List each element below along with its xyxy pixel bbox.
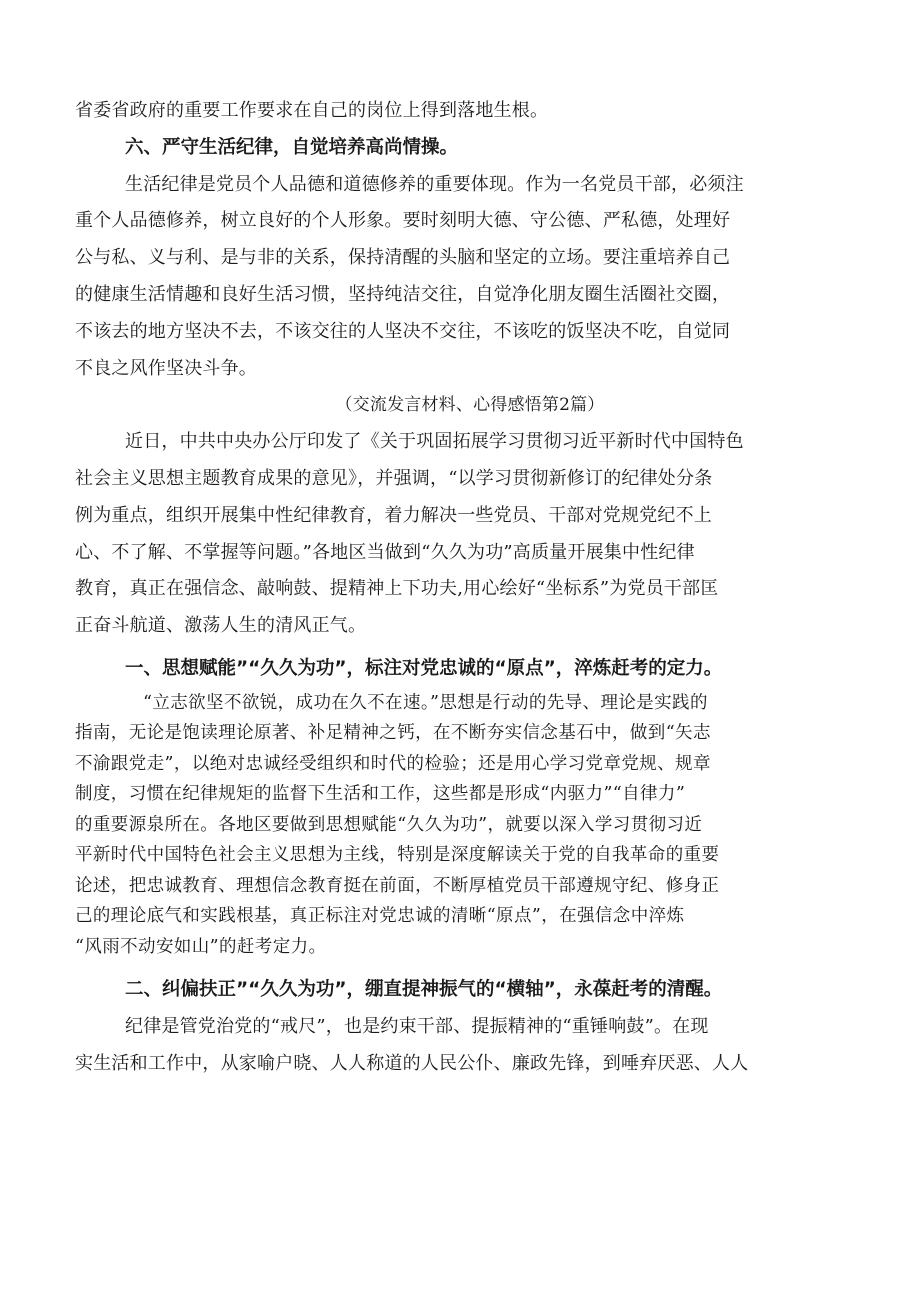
paragraph-line: 不该去的地方坚决不去，不该交往的人坚决不交往，不该吃的饭坚决不吃，自觉同 xyxy=(75,320,731,342)
paragraph-line: 指南，无论是饱读理论原著、补足精神之钙，在不断夯实信念基石中，做到“矢志 xyxy=(75,723,711,744)
paragraph-line: 论述，把忠诚教育、理想信念教育挺在前面，不断厚植党员干部遵规守纪、修身正 xyxy=(75,875,720,896)
heading-one: 一、思想赋能”“久久为功”，标注对党忠诚的“原点”，淬炼赶考的定力。 xyxy=(125,657,723,679)
paragraph-line: 教育，真正在强信念、敲响鼓、提精神上下功夫,用心绘好“坐标系”为党员干部匡 xyxy=(75,578,719,600)
paragraph-line: 不良之风作坚决斗争。 xyxy=(75,357,257,379)
paragraph-line: 近日，中共中央办公厅印发了《关于巩固拓展学习贯彻习近平新时代中国特色 xyxy=(125,431,744,453)
paragraph-line: 的重要源泉所在。各地区要做到思想赋能“久久为功”，就要以深入学习贯彻习近 xyxy=(75,814,703,835)
heading-two: 二、纠偏扶正”“久久为功”，绷直提神振气的“横轴”，永葆赶考的清醒。 xyxy=(125,979,723,1001)
paragraph-line: 省委省政府的重要工作要求在自己的岗位上得到落地生根。 xyxy=(75,100,549,121)
paragraph-line: “立志欲坚不欲锐，成功在久不在速。”思想是行动的先导、理论是实践的 xyxy=(143,692,708,713)
paragraph-line: 社会主义思想主题教育成果的意见》，并强调，“以学习贯彻新修订的纪律处分条 xyxy=(75,467,713,489)
paragraph-line: 不渝跟党走”，以绝对忠诚经受组织和时代的检验；还是用心学习党章党规、规章 xyxy=(75,753,711,774)
paragraph-line: 的健康生活情趣和良好生活习惯，坚持纯洁交往，自觉净化朋友圈生活圈社交圈， xyxy=(75,283,731,305)
paragraph-line: 实生活和工作中，从家喻户晓、人人称道的人民公仆、廉政先锋，到唾弃厌恶、人人 xyxy=(75,1052,749,1074)
paragraph-line: 己的理论底气和实践根基，真正标注对党忠诚的清晰“原点”，在强信念中淬炼 xyxy=(75,906,685,927)
document-page xyxy=(75,93,865,1083)
paragraph-line: “风雨不动安如山”的赶考定力。 xyxy=(75,936,327,957)
paragraph-line: 生活纪律是党员个人品德和道德修养的重要体现。作为一名党员干部，必须注 xyxy=(125,173,744,195)
paragraph-line: 正奋斗航道、激荡人生的清风正气。 xyxy=(75,615,367,637)
paragraph-line: 平新时代中国特色社会主义思想为主线，特别是深度解读关于党的自我革命的重要 xyxy=(75,845,720,866)
heading-six: 六、严守生活纪律，自觉培养高尚情操。 xyxy=(125,136,459,158)
paragraph-line: 纪律是管党治党的“戒尺”，也是约束干部、提振精神的“重锤响鼓”。在现 xyxy=(125,1016,709,1038)
compact-paragraph xyxy=(75,688,865,963)
paragraph-line: 心、不了解、不掌握等问题。”各地区当做到“久久为功”高质量开展集中性纪律 xyxy=(75,541,695,563)
paragraph-line: 制度，习惯在纪律规矩的监督下生活和工作，这些都是形成“内驱力”“自律力” xyxy=(75,784,686,805)
paragraph-line: 重个人品德修养，树立良好的个人形象。要时刻明大德、守公德、严私德，处理好 xyxy=(75,210,731,232)
paragraph-line: 例为重点，组织开展集中性纪律教育，着力解决一些党员、干部对党规党纪不上 xyxy=(75,504,712,526)
paragraph-line: 公与私、义与利、是与非的关系，保持清醒的头脑和坚定的立场。要注重培养自己 xyxy=(75,247,731,269)
section-title: （交流发言材料、心得感悟第2篇） xyxy=(335,395,605,416)
